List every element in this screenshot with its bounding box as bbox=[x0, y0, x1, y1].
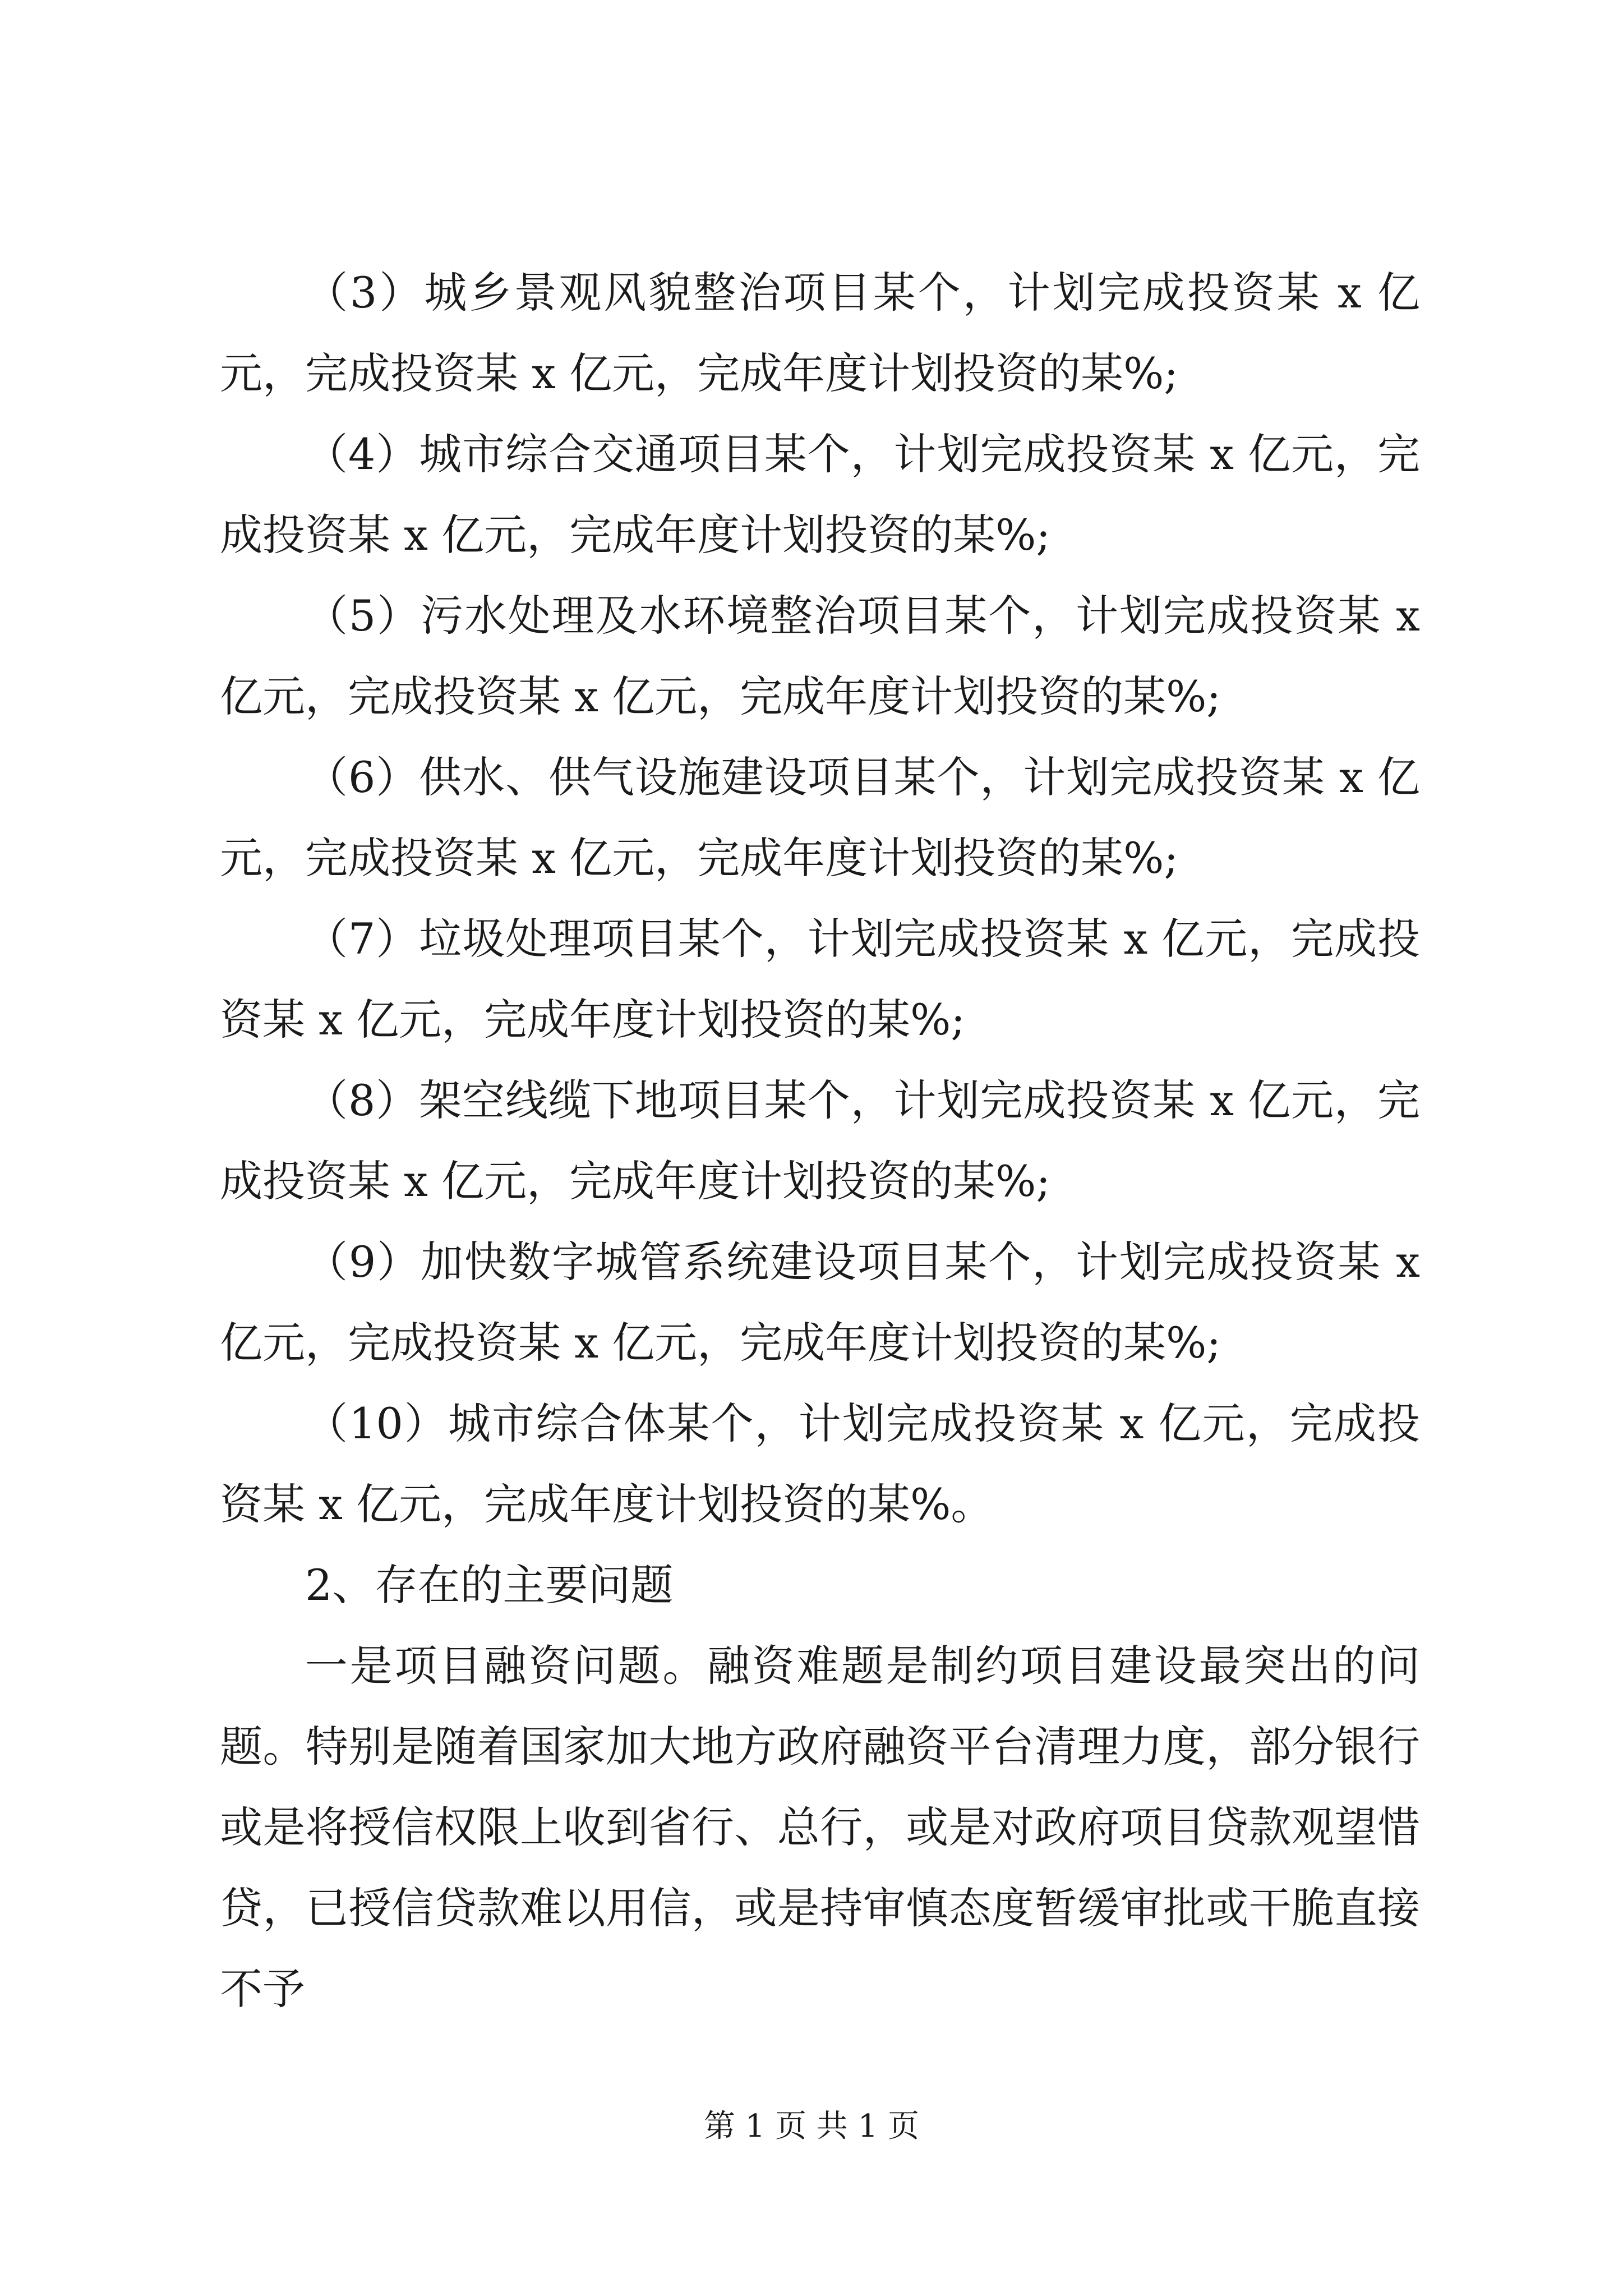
section-heading: 2、存在的主要问题 bbox=[305, 1560, 674, 1610]
paragraph-item-10: （10）城市综合体某个，计划完成投资某 x 亿元，完成投资某 x 亿元，完成年度计划投资的某%。 bbox=[220, 1398, 1420, 1529]
document-body bbox=[220, 252, 1420, 2030]
paragraph-item-3: （3）城乡景观风貌整治项目某个，计划完成投资某 x 亿元，完成投资某 x 亿元，完成年度计划投资的某%; bbox=[220, 268, 1420, 398]
paragraph-item-9: （9）加快数字城管系统建设项目某个，计划完成投资某 x 亿元，完成投资某 x 亿元，完成年度计划投资的某%; bbox=[220, 1237, 1420, 1368]
paragraph-item-5: （5）污水处理及水环境整治项目某个，计划完成投资某 x 亿元，完成投资某 x 亿元，完成年度计划投资的某%; bbox=[220, 591, 1420, 721]
paragraph-item-4: （4）城市综合交通项目某个，计划完成投资某 x 亿元，完成投资某 x 亿元，完成年度计划投资的某%; bbox=[220, 429, 1420, 560]
page-footer: 第 1 页 共 1 页 bbox=[703, 2108, 920, 2145]
paragraph-item-6: （6）供水、供气设施建设项目某个，计划完成投资某 x 亿元，完成投资某 x 亿元，完成年度计划投资的某%; bbox=[220, 752, 1420, 883]
paragraph-item-8: （8）架空线缆下地项目某个，计划完成投资某 x 亿元，完成投资某 x 亿元，完成年度计划投资的某%; bbox=[220, 1075, 1420, 1206]
paragraph-item-7: （7）垃圾处理项目某个，计划完成投资某 x 亿元，完成投资某 x 亿元，完成年度计划投资的某%; bbox=[220, 914, 1420, 1045]
paragraph-financing-issue: 一是项目融资问题。融资难题是制约项目建设最突出的问题。特别是随着国家加大地方政府融资平台清理力度，部分银行或是将授信权限上收到省行、总行，或是对政府项目贷款观望惜贷，已授信贷款难以用信，或是持审慎态度暂缓审批或干脆直接不予 bbox=[220, 1641, 1420, 2014]
